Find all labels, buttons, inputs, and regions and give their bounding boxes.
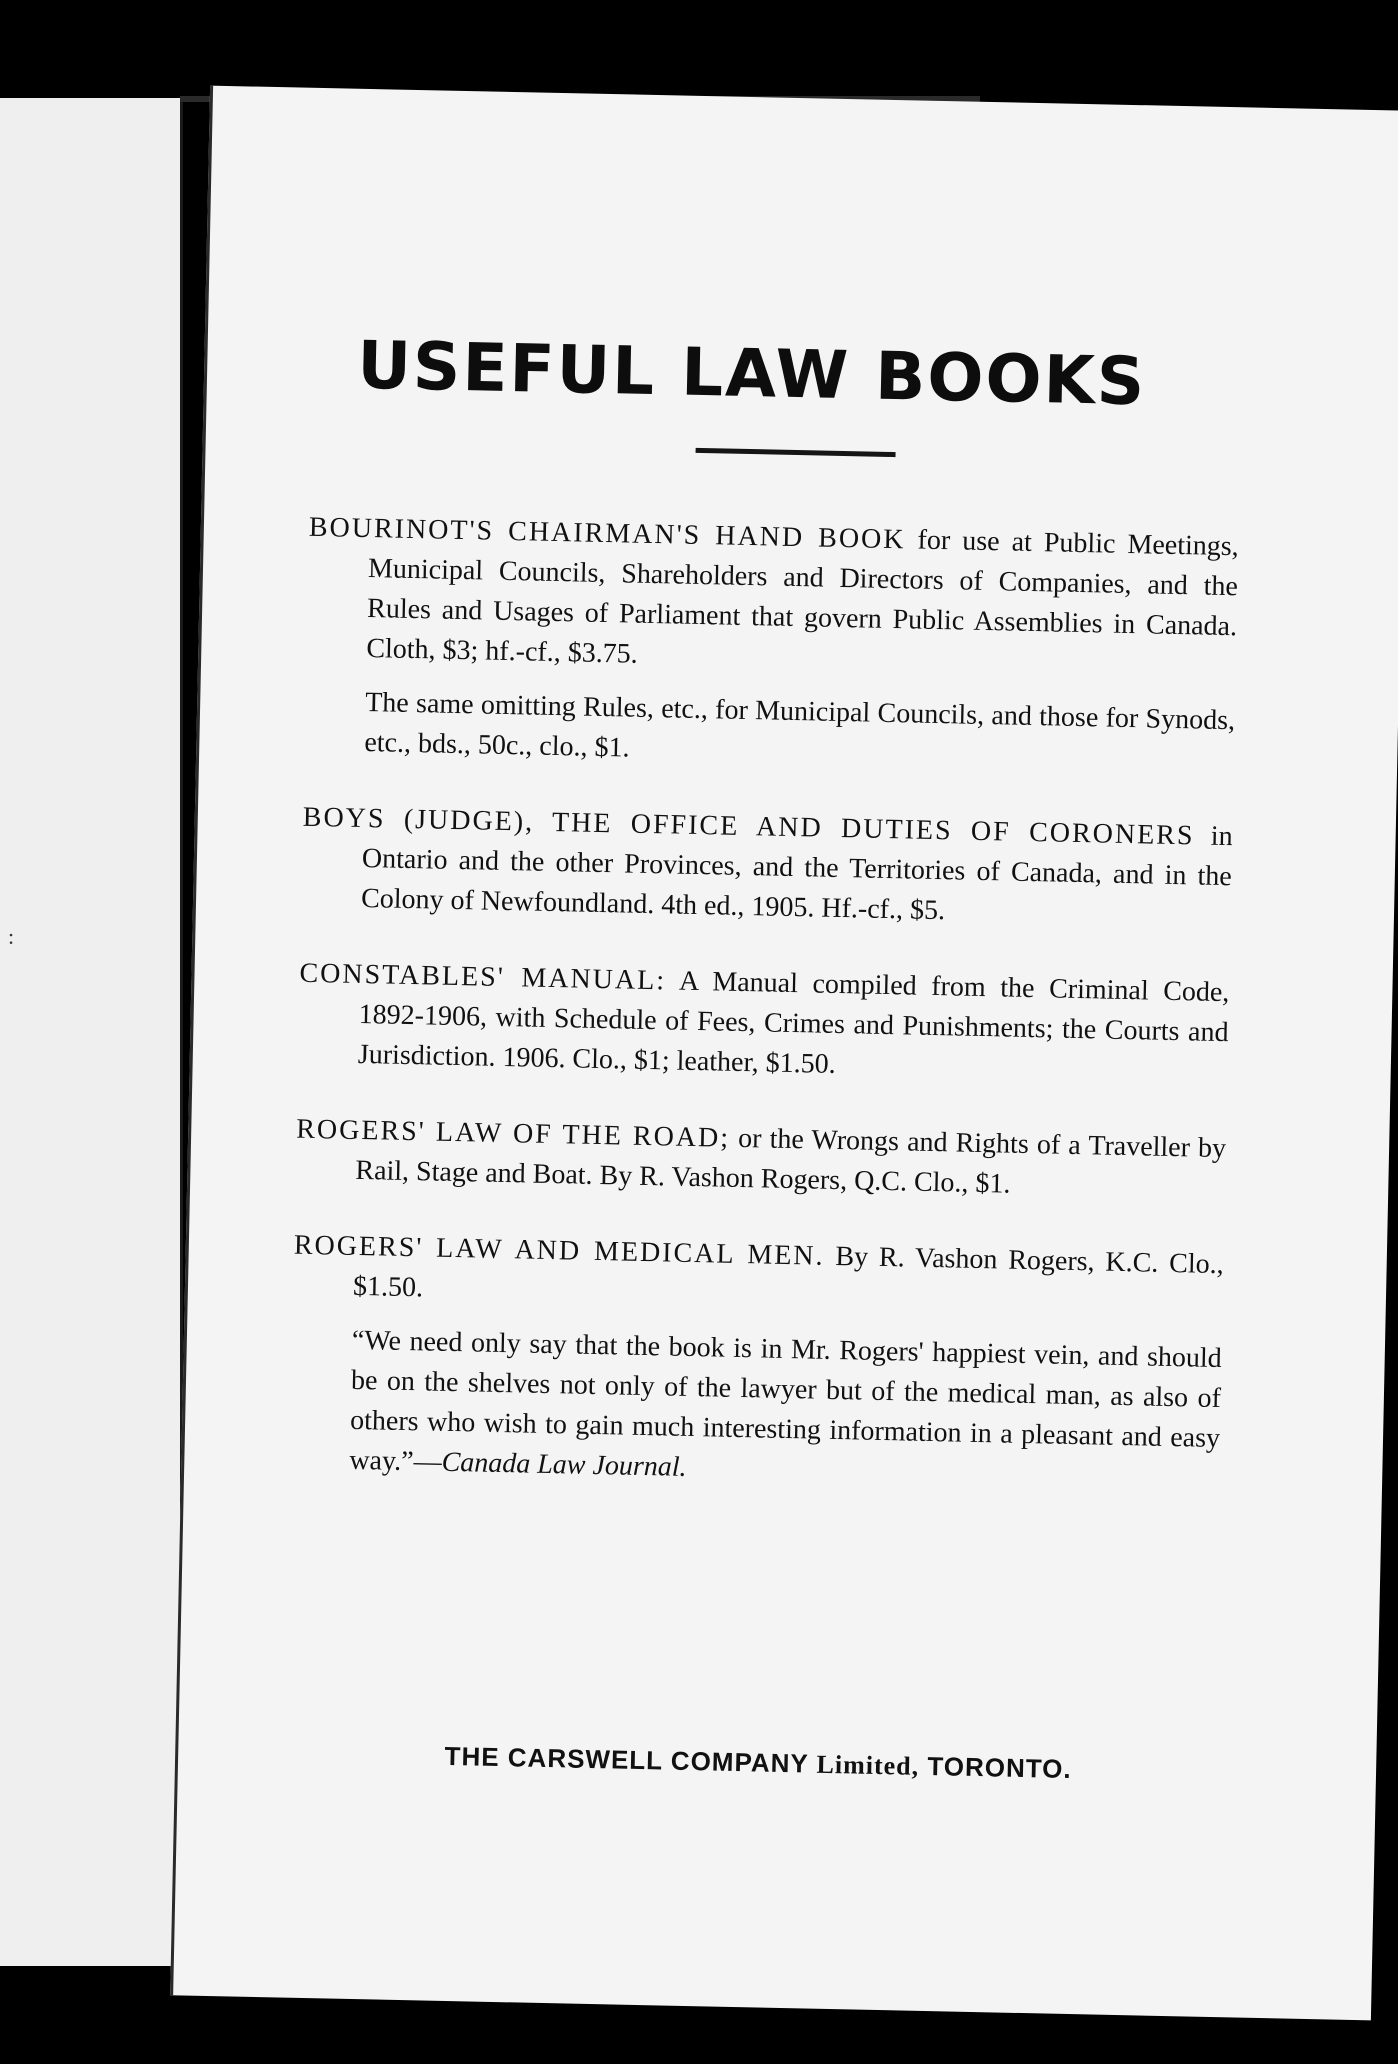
- entry-paragraph: [293, 1226, 1224, 1325]
- page-title: USEFUL LAW BOOKS: [356, 326, 1148, 421]
- entry-paragraph: [301, 798, 1233, 937]
- publisher-limited: Limited,: [816, 1749, 920, 1781]
- book-entry-boys: [301, 798, 1233, 937]
- entry-text: in Ontario and the other Provinces, and the Territories of Canada, and in the Colony of Newfoundland. 4th ed., 1905. Hf.-cf., $5.: [360, 820, 1233, 927]
- advertisement-page: [170, 86, 1398, 2021]
- book-entry-rogers-medical: [289, 1226, 1224, 1499]
- quote-text: “We need only say that the book is in Mr. Rogers' happiest vein, and should be on the shelves not only of the lawyer but of the medical man, as also of others who wish to gain much interesting information in a pleasant and easy way.”—: [349, 1324, 1223, 1478]
- publisher-city: TORONTO.: [927, 1751, 1072, 1785]
- review-quote: [289, 1320, 1222, 1499]
- title-rule: [696, 448, 896, 457]
- left-page-edge: [0, 98, 183, 1966]
- entry-heading: BOURINOT'S CHAIRMAN'S HAND BOOK: [308, 511, 906, 556]
- entry-text: By R. Vashon Rogers, K.C. Clo., $1.50.: [352, 1240, 1224, 1304]
- book-entry-rogers-road: [295, 1110, 1226, 1209]
- entry-paragraph: [306, 508, 1239, 687]
- entry-text: A Manual compiled from the Criminal Code, 1892-1906, with Schedule of Fees, Crimes and Punishments; the Courts and Jurisdiction. 1906. Clo., $1; leather, $1.50.: [357, 965, 1230, 1080]
- book-entry-constables: [297, 954, 1229, 1093]
- publisher-name: THE CARSWELL COMPANY: [444, 1740, 809, 1779]
- entry-continuation: The same omitting Rules, etc., for Municipal Councils, and those for Synods, etc., bds., 50c., clo., $1.: [364, 687, 1236, 764]
- publisher-line: [343, 1739, 1173, 1787]
- entry-heading: ROGERS' LAW OF THE ROAD;: [295, 1113, 731, 1154]
- entry-text: for use at Public Meetings, Municipal Councils, Shareholders and Directors of Companies, and the Rules and Usages of Parliament that govern Public Assemblies in Canada. Cloth, $3; hf.-cf., $3.75.: [366, 524, 1240, 670]
- left-page-mark: :: [8, 924, 15, 949]
- quote-source: Canada Law Journal.: [441, 1446, 687, 1483]
- entry-paragraph: [295, 1110, 1226, 1209]
- entry-paragraph: [297, 954, 1229, 1093]
- entry-text: or the Wrongs and Rights of a Traveller by Rail, Stage and Boat. By R. Vashon Rogers, Q.C. Clo., $1.: [355, 1122, 1227, 1200]
- book-entry-bourinot: [304, 508, 1239, 781]
- entry-heading: ROGERS' LAW AND MEDICAL MEN.: [293, 1229, 825, 1272]
- entry-heading: CONSTABLES' MANUAL:: [299, 957, 667, 997]
- entry-heading: BOYS (JUDGE), THE OFFICE AND DUTIES OF CORONERS: [302, 801, 1195, 852]
- book-list: [288, 508, 1239, 1535]
